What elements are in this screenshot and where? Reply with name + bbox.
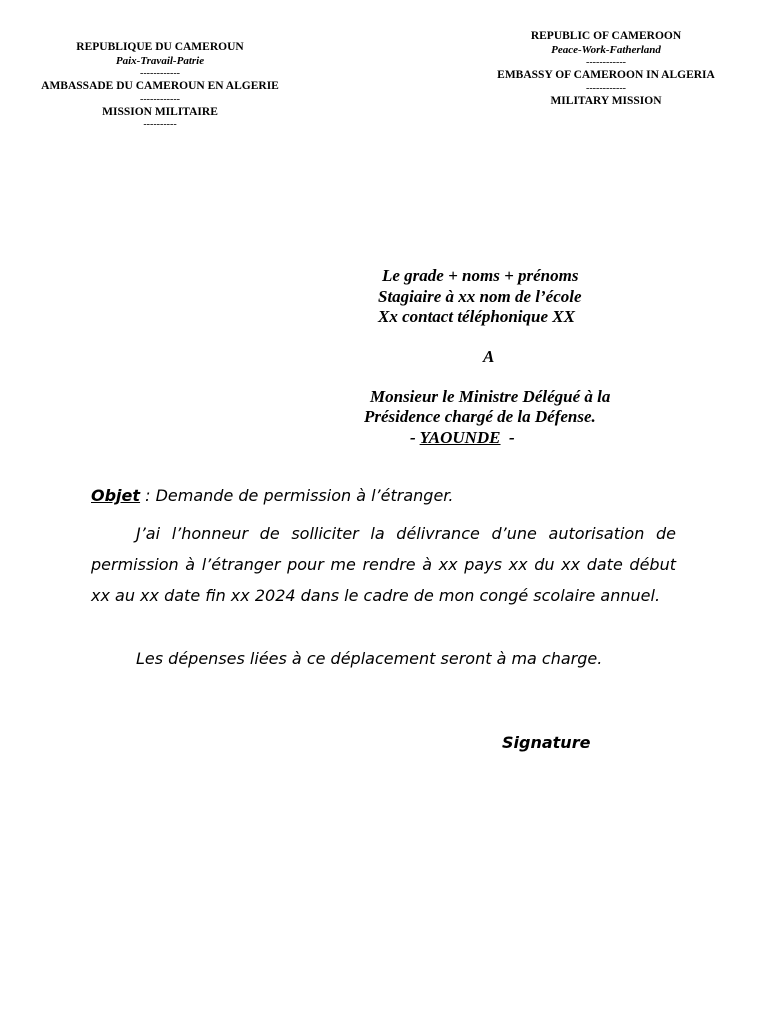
country-name-fr: REPUBLIQUE DU CAMEROUN: [76, 41, 244, 53]
recipient-marker: A: [483, 347, 495, 366]
sender-line-1: Le grade + noms + prénoms: [382, 266, 579, 285]
city-suffix: -: [500, 428, 515, 447]
sender-line-2: Stagiaire à xx nom de l’école: [378, 287, 582, 306]
subject-text: Demande de permission à l’étranger.: [155, 486, 454, 505]
mission-name-en: MILITARY MISSION: [550, 94, 662, 107]
motto-fr: Paix-Travail-Patrie: [115, 54, 205, 67]
motto-en: Peace-Work-Fatherland: [551, 43, 661, 56]
subject-line: [91, 480, 453, 511]
mission-name-fr: MISSION MILITAIRE: [102, 105, 218, 118]
recipient-line-2: Présidence chargé de la Défense.: [364, 407, 596, 426]
recipient-city-line: [410, 428, 515, 448]
country-name-en: REPUBLIC OF CAMEROON: [530, 30, 682, 42]
separator: ----------: [143, 119, 177, 130]
city-prefix: -: [410, 428, 420, 447]
separator: ------------: [586, 57, 626, 68]
body-paragraph-2: Les dépenses liées à ce déplacement seront à ma charge.: [136, 649, 603, 668]
embassy-name-fr: AMBASSADE DU CAMEROUN EN ALGERIE: [41, 80, 279, 92]
sender-line-3: Xx contact téléphonique XX: [378, 307, 575, 326]
subject-separator: :: [140, 486, 156, 505]
recipient-city: YAOUNDE: [419, 428, 501, 447]
recipient-line-1: Monsieur le Ministre Délégué à la: [370, 387, 611, 406]
separator: ------------: [140, 68, 180, 79]
separator: ------------: [140, 93, 180, 105]
body-paragraph-1: J’ai l’honneur de solliciter la délivrance d’une autorisation de permission à l’étranger pour me rendre à xx pays xx du xx date début xx au xx date fin xx 2024 dans le cadre de mon congé scolaire annuel.: [91, 524, 676, 605]
embassy-name-en: EMBASSY OF CAMEROON IN ALGERIA: [497, 69, 715, 81]
letterhead-english: [456, 30, 756, 108]
separator: ------------: [586, 82, 626, 94]
signature-label: Signature: [502, 733, 591, 752]
subject-label: Objet: [91, 486, 141, 505]
letterhead-french: [10, 41, 310, 131]
